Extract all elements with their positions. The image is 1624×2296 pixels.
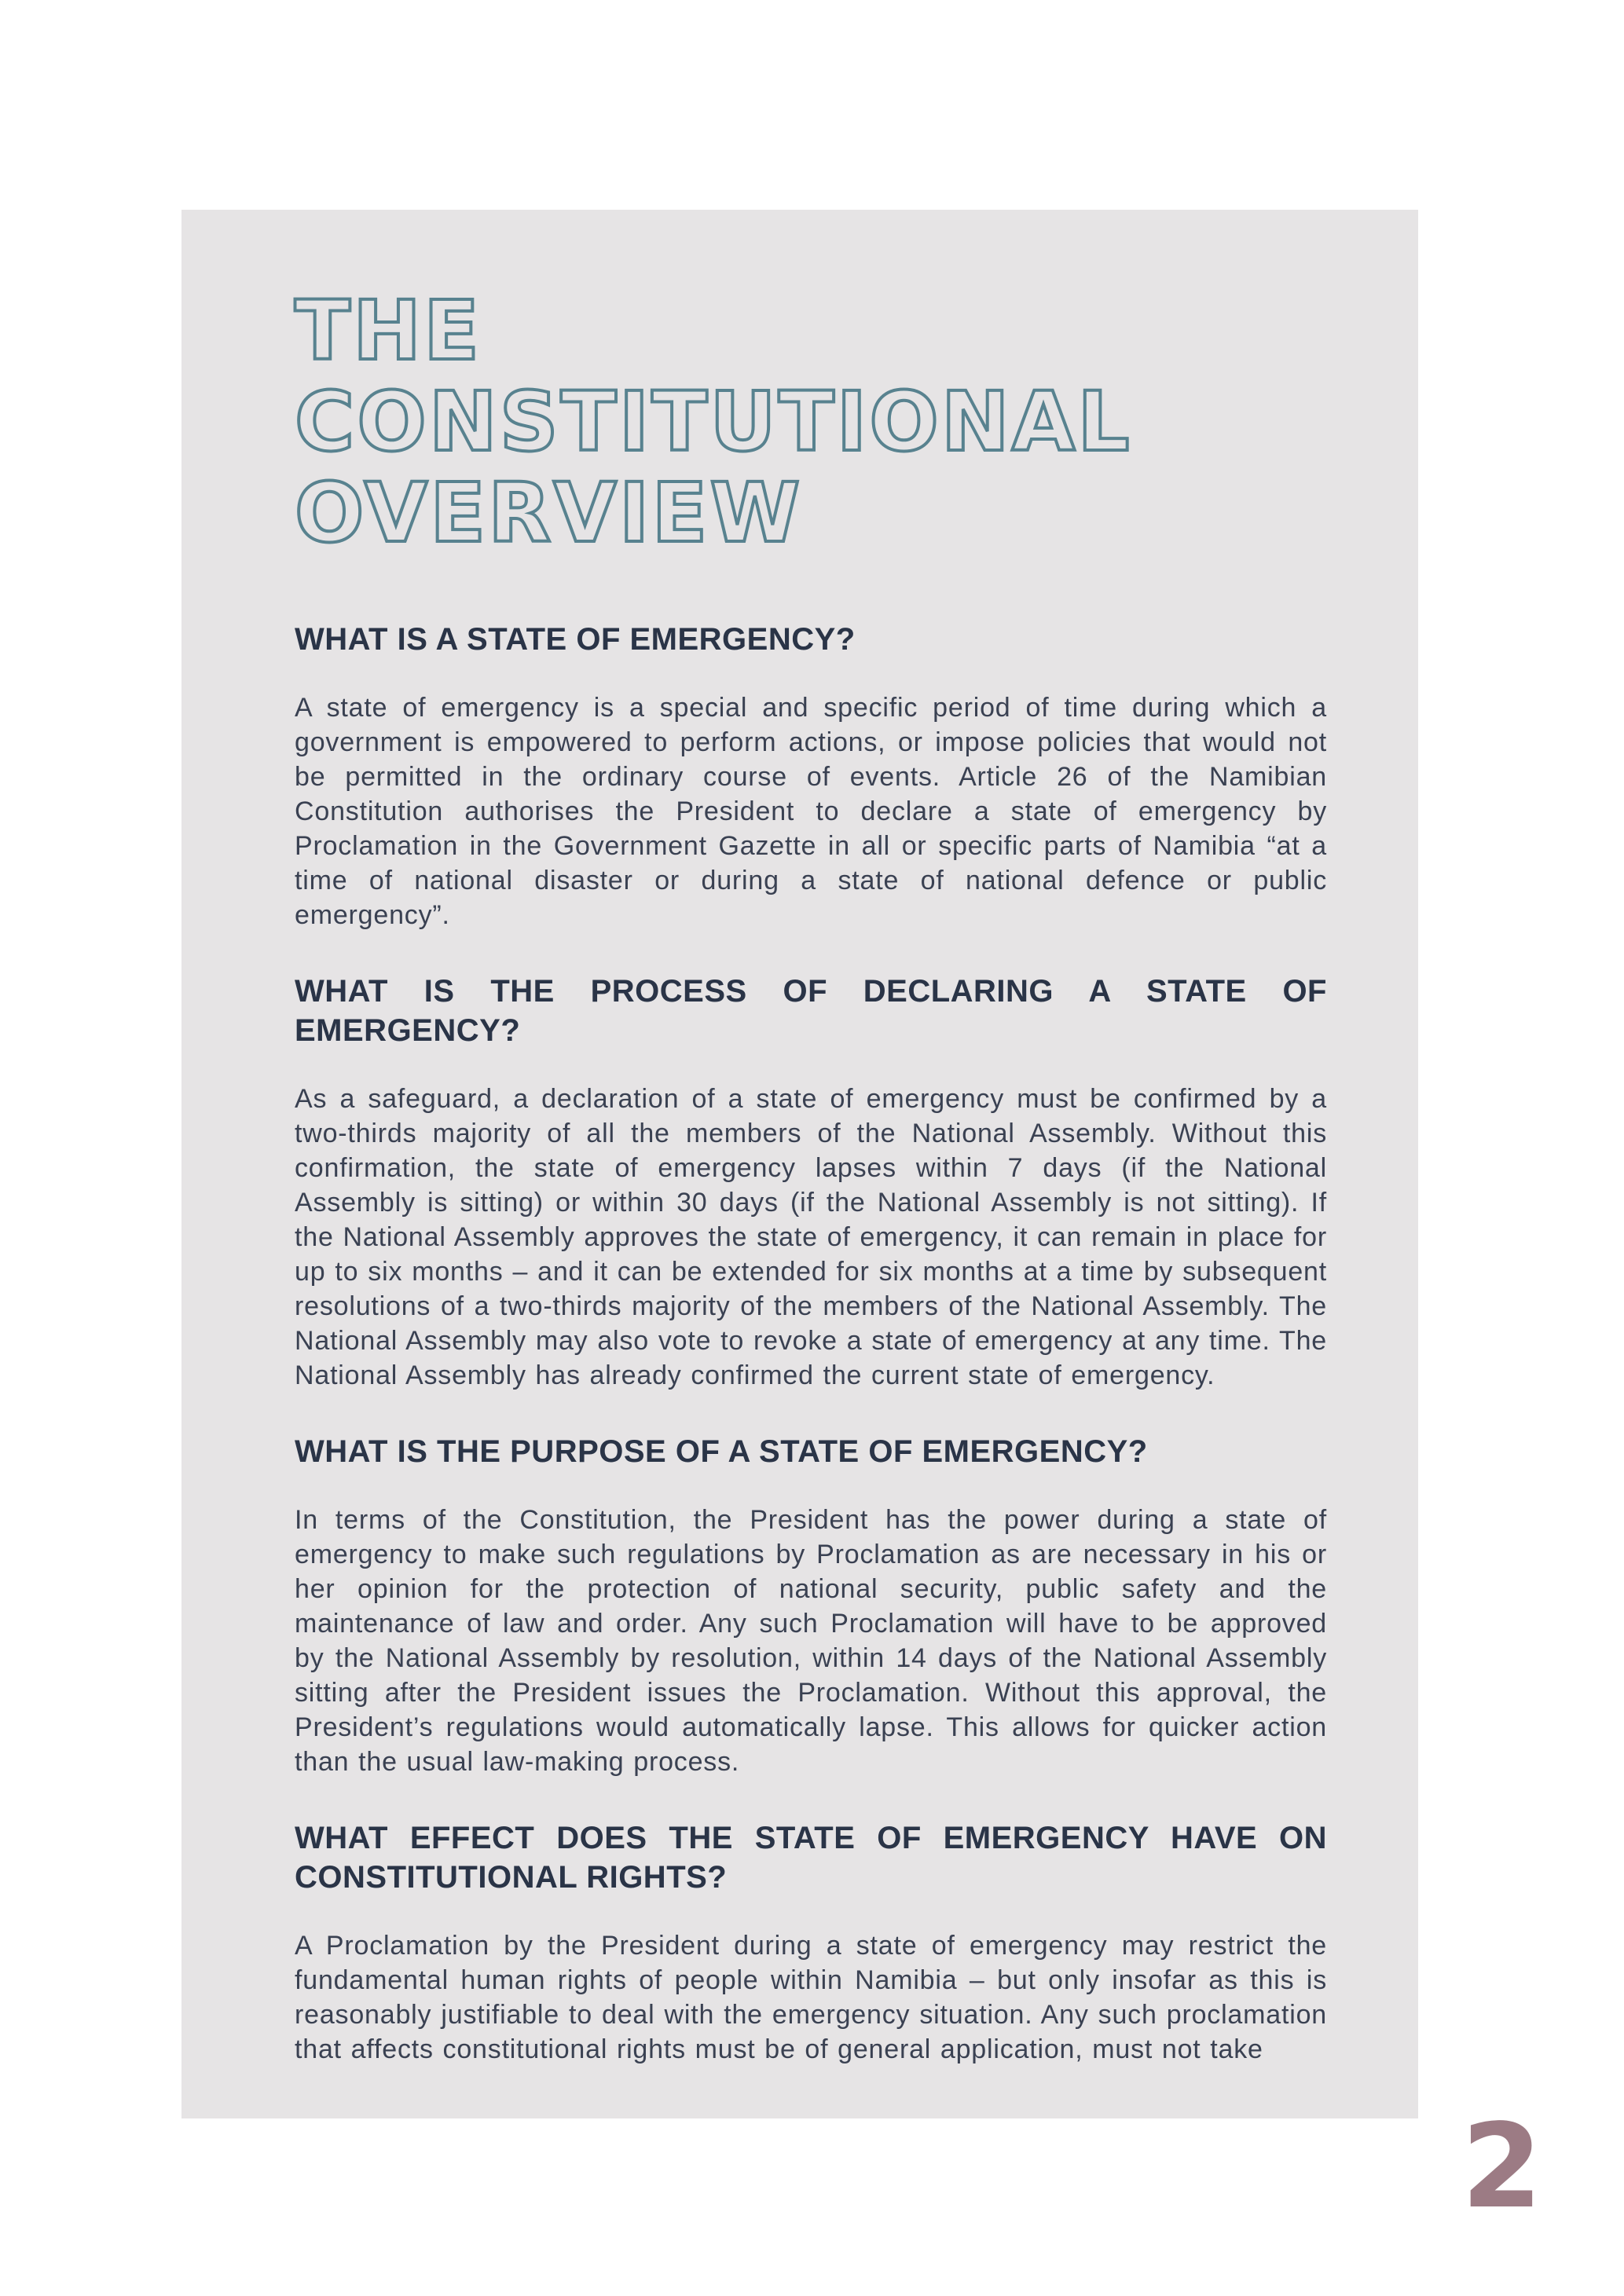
section-body: A Proclamation by the President during a state of emergency may restrict the fundamental human rights of people within Namibia – but only insofar as this is reasonably justifiable to deal with the emergency situation. Any such proclamation that affects constitutional rights must be of general application, must not take bbox=[295, 1931, 1327, 2064]
page-number: 2 bbox=[1461, 2099, 1542, 2234]
content-panel bbox=[181, 210, 1418, 2118]
section-body: As a safeguard, a declaration of a state of emergency must be confirmed by a two-thirds majority of all the members of the National Assembly. Without this confirmation, the state of emergency lapses within 7 days (if the National Assembly is sitting) or within 30 days (if the National Assembly is not sitting). If the National Assembly approves the state of emergency, it can remain in place for up to six months – and it can be extended for six months at a time by subsequent resolutions of a two-thirds majority of the members of the National Assembly. The National Assembly may also vote to revoke a state of emergency at any time. The National Assembly has already confirmed the current state of emergency. bbox=[295, 1084, 1327, 1390]
section-body: In terms of the Constitution, the President has the power during a state of emergency to make such regulations by Proclamation as are necessary in his or her opinion for the protection of national security, public safety and the maintenance of law and order. Any such Proclamation will have to be approved by the National Assembly by resolution, within 14 days of the National Assembly sitting after the President issues the Proclamation. Without this approval, the President’s regulations would automatically lapse. This allows for quicker action than the usual law-making process. bbox=[295, 1505, 1327, 1777]
section-heading: WHAT IS THE PROCESS OF DECLARING A STATE OF EMERGENCY? bbox=[295, 974, 1327, 1048]
section-process-of-declaring bbox=[295, 972, 1327, 1393]
section-purpose-of-state-of-emergency bbox=[295, 1432, 1327, 1779]
page-title-line1: THE CONSTITUTIONAL bbox=[295, 283, 1132, 470]
section-heading: WHAT IS A STATE OF EMERGENCY? bbox=[295, 622, 856, 657]
page-title-line2: OVERVIEW bbox=[295, 465, 803, 561]
section-effect-on-constitutional-rights bbox=[295, 1818, 1327, 2067]
section-what-is-a-state-of-emergency bbox=[295, 620, 1327, 932]
section-heading: WHAT IS THE PURPOSE OF A STATE OF EMERGENCY? bbox=[295, 1434, 1148, 1469]
page-title bbox=[295, 283, 1327, 561]
section-heading: WHAT EFFECT DOES THE STATE OF EMERGENCY HAVE ON CONSTITUTIONAL RIGHTS? bbox=[295, 1821, 1327, 1895]
section-body: A state of emergency is a special and specific period of time during which a government is empowered to perform actions, or impose policies that would not be permitted in the ordinary course of events. Article 26 of the Namibian Constitution authorises the President to declare a state of emergency by Proclamation in the Government Gazette in all or specific parts of Namibia “at a time of national disaster or during a state of national defence or public emergency”. bbox=[295, 693, 1327, 930]
